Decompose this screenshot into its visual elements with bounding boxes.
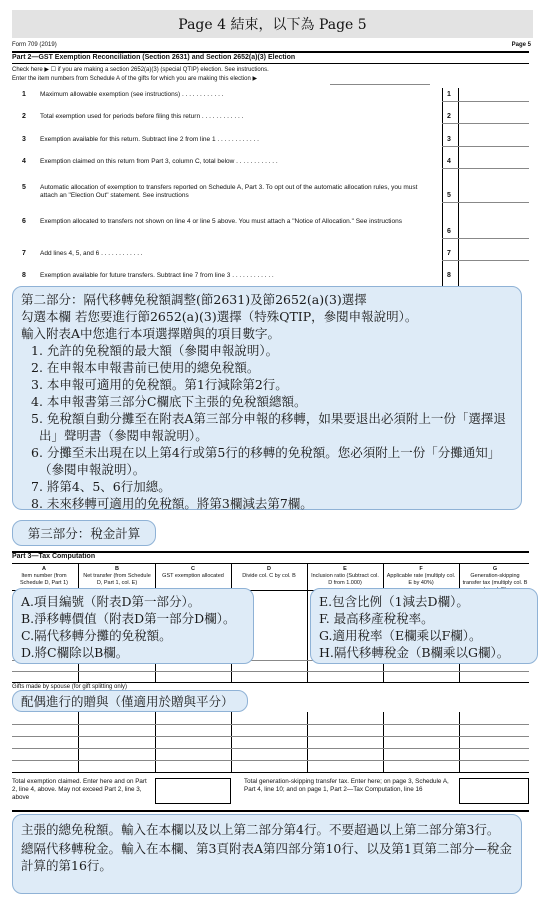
spouse-rule xyxy=(12,682,529,683)
overlay-list-item: 4. 本申報書第三部分C欄底下主張的免稅額總額。 xyxy=(31,394,307,409)
qtip-enter-line: Enter the item numbers from Schedule A of the gifts for which you are making this election ▶ xyxy=(12,76,258,82)
line-rule xyxy=(442,260,529,261)
total-exemption-field[interactable] xyxy=(155,778,231,804)
line-number: 1 xyxy=(22,91,26,98)
line-box-number: 1 xyxy=(447,91,451,98)
qtip-check-line[interactable]: Check here ▶ ☐ if you are making a section 2652(a)(3) (special QTIP) election. See instructions. xyxy=(12,67,269,73)
line-text: Total exemption used for periods before filing this return . . . . . . . . . . . . xyxy=(40,113,244,120)
col-divider xyxy=(155,712,156,772)
col-divider xyxy=(231,712,232,772)
part2-title: Part 2—GST Exemption Reconciliation (Section 2631) and Section 2652(a)(3) Election xyxy=(12,54,296,61)
table-row-rule xyxy=(12,760,529,761)
spouse-label: Gifts made by spouse (for gift splitting only) xyxy=(12,684,128,690)
form-id: Form 709 (2019) xyxy=(12,42,57,48)
total-exemption-label: Total exemption claimed. Enter here and on Part 2, line 4, above. May not exceed Part 2, line 3, above xyxy=(12,778,147,801)
overlay-list-item: 5. 免稅額自動分攤至在附表A第三部分申報的移轉，如果要退出必須附上一份「選擇退出」聲明書（參閱申報說明）。 xyxy=(31,411,506,443)
table-row-rule xyxy=(12,724,529,725)
line-rule xyxy=(442,168,529,169)
overlay-list-item: 6. 分攤至未出現在以上第4行或第5行的移轉的免稅額。您必須附上一份「分攤通知」（參閱申報說明）。 xyxy=(31,445,501,477)
overlay-list-item: 3. 本申報可適用的免稅額。第1行減除第2行。 xyxy=(31,377,288,392)
col-header-c: C GST exemption allocated xyxy=(162,566,224,579)
line-number: 2 xyxy=(22,113,26,120)
col-header-d: D Divide col. C by col. B xyxy=(242,566,296,579)
page-banner: Page 4 結束，以下為 Page 5 xyxy=(12,10,533,38)
col-header-g: G Generation-skipping transfer tax (multiply col. B xyxy=(462,566,528,586)
line-number: 8 xyxy=(22,272,26,279)
line-rule xyxy=(442,238,529,239)
qtip-items-field[interactable] xyxy=(330,84,430,85)
overlay-footer-line2: 總隔代移轉稅金。輸入在本欄、第3頁附表A第四部分第10行、以及第1頁第二部分—稅金計算的第16行。 xyxy=(21,841,512,873)
overlay-list-item: 1. 允許的免稅額的最大額（參閱申報說明）。 xyxy=(31,343,279,358)
columns-right-overlay xyxy=(310,588,538,664)
col-header-b: B Net transfer (from Schedule D, Part 1, col. E) xyxy=(83,566,151,586)
line-number: 3 xyxy=(22,136,26,143)
part2-number-col xyxy=(442,88,443,286)
line-box-number: 6 xyxy=(447,228,451,235)
total-gst-tax-field[interactable] xyxy=(459,778,529,804)
part3-title-rule xyxy=(12,563,529,564)
part2-title-rule xyxy=(12,63,529,64)
line-box-number: 7 xyxy=(447,250,451,257)
line-text: Exemption claimed on this return from Part 3, column C, total below . . . . . . . . . . . . xyxy=(40,158,278,165)
overlay-part2-check: 勾選本欄 若您要進行節2652(a)(3)選擇（特殊QTIP，參閱申報說明）。 xyxy=(21,309,418,324)
line-rule xyxy=(442,123,529,124)
col-header-e: E Inclusion ratio (Subtract col. D from 1.000) xyxy=(311,566,379,586)
overlay-footer-line1: 主張的總免稅額。輸入在本欄以及以上第二部分第4行。不要超過以上第二部分第3行。 xyxy=(21,822,500,837)
total-gst-tax-label: Total generation-skipping transfer tax. Enter here; on page 3, Schedule A, Part 4, line 10; and on page 1, Part 2—Tax Computation, line 16 xyxy=(244,778,449,793)
overlay-list-item: 2. 在申報本申報書前已使用的總免稅額。 xyxy=(31,360,260,375)
line-text: Maximum allowable exemption (see instructions) . . . . . . . . . . . . xyxy=(40,91,224,98)
line-number: 4 xyxy=(22,158,26,165)
overlay-col-c: C.隔代移轉分攤的免稅額。 xyxy=(21,628,172,643)
part2-amount-col xyxy=(458,88,459,286)
line-box-number: 3 xyxy=(447,136,451,143)
overlay-col-h: H.隔代移轉稅金（B欄乘以G欄）。 xyxy=(319,645,510,660)
line-rule xyxy=(442,101,529,102)
col-header-f: F Applicable rate (multiply col. E by 40%) xyxy=(386,566,456,586)
table-row-rule xyxy=(12,736,529,737)
line-text: Add lines 4, 5, and 6 . . . . . . . . . . . . xyxy=(40,250,143,257)
overlay-part2-enter: 輸入附表A中您進行本項選擇贈與的項目數字。 xyxy=(21,326,281,341)
overlay-col-g: G.適用稅率（E欄乘以F欄）。 xyxy=(319,628,482,643)
overlay-col-e: E.包含比例（1減去D欄）。 xyxy=(319,594,469,609)
col-divider xyxy=(307,564,308,682)
line-text: Exemption available for future transfers. Subtract line 7 from line 3 . . . . . . . . . . . . xyxy=(40,272,274,279)
line-text: Automatic allocation of exemption to transfers reported on Schedule A, Part 3. To opt out of the automatic allocation rules, you must attach an "Election Out" statement. See instructions xyxy=(40,184,418,199)
part3-title-overlay: 第三部分：稅金計算 xyxy=(12,520,156,546)
col-divider xyxy=(383,712,384,772)
overlay-col-b: B.淨移轉價值（附表D第一部分D欄）。 xyxy=(21,611,236,626)
col-header-a: A Item number (from Schedule D, Part 1) xyxy=(20,566,68,586)
line-box-number: 8 xyxy=(447,272,451,279)
page-number: Page 5 xyxy=(511,42,531,48)
overlay-col-f: F. 最高移產稅稅率。 xyxy=(319,611,434,626)
line-box-number: 5 xyxy=(447,192,451,199)
header-rule xyxy=(12,51,529,53)
col-divider xyxy=(78,712,79,772)
part3-title: Part 3—Tax Computation xyxy=(12,553,96,560)
col-divider xyxy=(307,712,308,772)
table-bottom-rule xyxy=(12,772,529,773)
line-text: Exemption allocated to transfers not shown on line 4 or line 5 above. You must attach a "Notice of Allocation." See instructions xyxy=(40,218,402,225)
table-row-rule xyxy=(12,671,529,672)
footer-translation-overlay xyxy=(12,814,522,894)
columns-left-overlay xyxy=(12,588,254,664)
table-row-rule xyxy=(12,748,529,749)
line-box-number: 2 xyxy=(447,113,451,120)
line-rule xyxy=(442,202,529,203)
spouse-overlay: 配偶進行的贈與（僅適用於贈與平分） xyxy=(12,690,248,712)
overlay-col-a: A.項目編號（附表D第一部分）。 xyxy=(21,594,201,609)
line-text: Exemption available for this return. Subtract line 2 from line 1 . . . . . . . . . . . . xyxy=(40,136,259,143)
line-number: 7 xyxy=(22,250,26,257)
form-bottom-rule xyxy=(12,810,529,812)
part2-translation-overlay xyxy=(12,286,522,510)
overlay-list-item: 8. 未來移轉可適用的免稅額。將第3欄減去第7欄。 xyxy=(31,496,313,511)
overlay-part2-title: 第二部分：隔代移轉免稅額調整(節2631)及節2652(a)(3)選擇 xyxy=(21,292,367,307)
overlay-list-item: 7. 將第4、5、6行加總。 xyxy=(31,479,171,494)
overlay-col-d: D.將C欄除以B欄。 xyxy=(21,645,129,660)
line-rule xyxy=(442,146,529,147)
line-box-number: 4 xyxy=(447,158,451,165)
line-number: 5 xyxy=(22,184,26,191)
line-number: 6 xyxy=(22,218,26,225)
col-divider xyxy=(459,712,460,772)
